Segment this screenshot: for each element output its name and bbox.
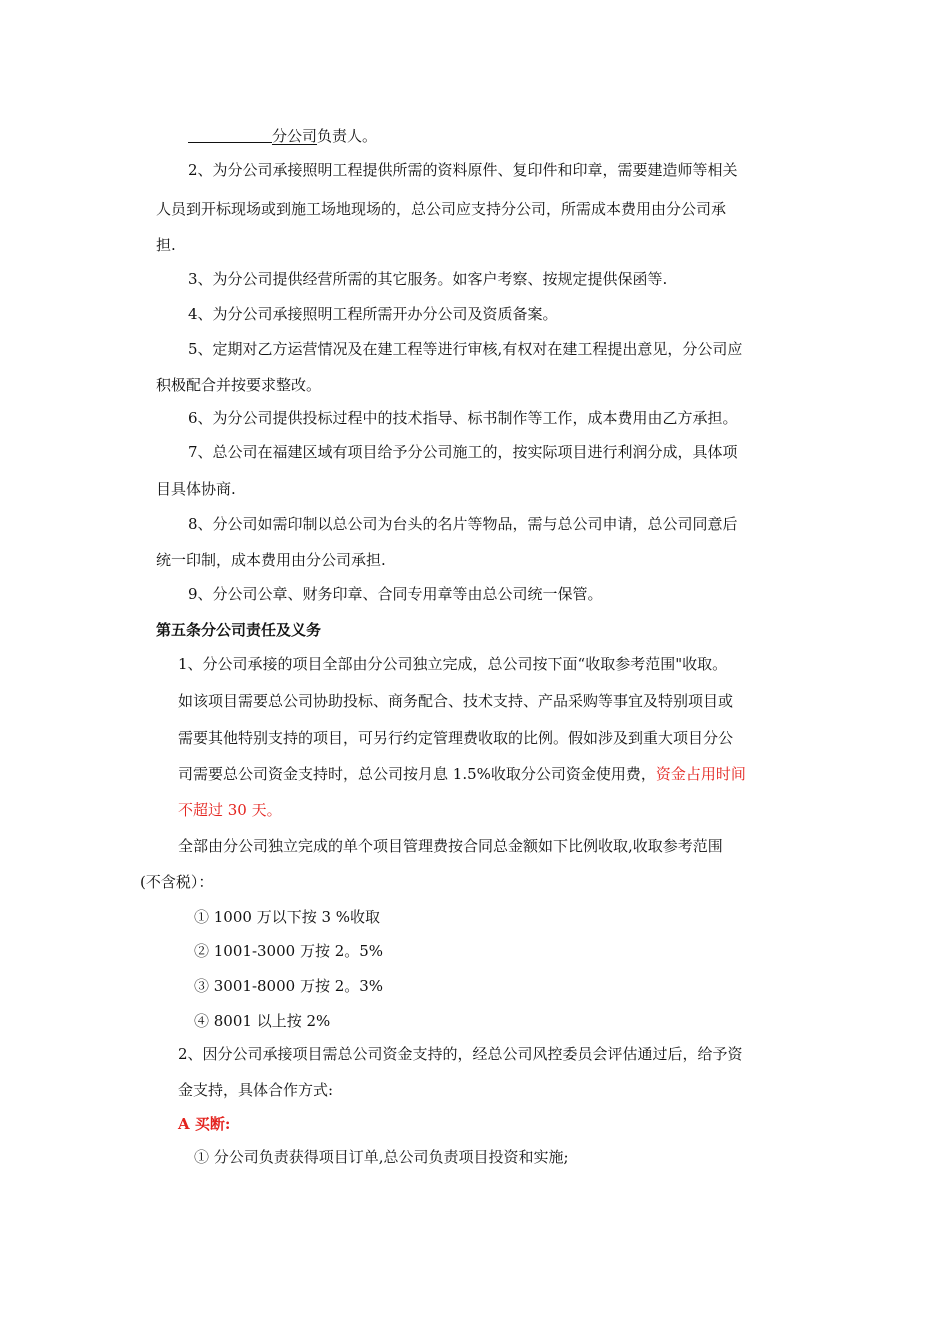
- section-heading-article-5: 第五条分公司责任及义务: [156, 621, 322, 639]
- paragraph-6: 6、为分公司提供投标过程中的技术指导、标书制作等工作，成本费用由乙方承担。: [188, 409, 738, 427]
- paragraph-2-line-3: 担.: [156, 236, 176, 254]
- paragraph-8-line-1: 8、分公司如需印制以总公司为台头的名片等物品，需与总公司申请，总公司同意后: [188, 515, 738, 533]
- text-span: 司需要总公司资金支持时，总公司按月息 1.5%收取分公司资金使用费，: [178, 765, 656, 783]
- paragraph-5-line-1: 5、定期对乙方运营情况及在建工程等进行审核,有权对在建工程提出意见，分公司应: [188, 340, 743, 358]
- signature-blank: [188, 128, 272, 143]
- paragraph-7-line-2: 目具体协商.: [156, 480, 236, 498]
- line-signatory: [188, 126, 377, 146]
- section-1-line-4: [178, 764, 746, 784]
- rate-item-1: ① 1000 万以下按 3 %收取: [194, 908, 381, 926]
- section-1-line-7: (不含税）：: [140, 873, 214, 891]
- paragraph-8-line-2: 统一印制，成本费用由分公司承担.: [156, 551, 386, 569]
- section-1-line-5-highlighted: 不超过 30 天。: [178, 801, 282, 819]
- section-1-line-1: 1、分公司承接的项目全部由分公司独立完成，总公司按下面“收取参考范围"收取。: [178, 655, 728, 673]
- subsection-a-title: A 买断:: [178, 1115, 231, 1133]
- section-2-line-1: 2、因分公司承接项目需总公司资金支持的，经总公司风控委员会评估通过后，给予资: [178, 1045, 743, 1063]
- section-1-line-6: 全部由分公司独立完成的单个项目管理费按合同总金额如下比例收取,收取参考范围: [178, 837, 723, 855]
- section-1-line-2: 如该项目需要总公司协助投标、商务配合、技术支持、产品采购等事宜及特别项目或: [178, 692, 734, 710]
- rate-item-3: ③ 3001-8000 万按 2。3%: [194, 977, 384, 995]
- section-2-line-2: 金支持，具体合作方式:: [178, 1081, 334, 1099]
- rate-item-4: ④ 8001 以上按 2%: [194, 1012, 331, 1030]
- section-1-line-3: 需要其他特别支持的项目，可另行约定管理费收取的比例。假如涉及到重大项目分公: [178, 729, 734, 747]
- underlined-text: 分公司: [272, 127, 318, 145]
- paragraph-7-line-1: 7、总公司在福建区域有项目给予分公司施工的，按实际项目进行利润分成，具体项: [188, 443, 738, 461]
- highlighted-text: 资金占用时间: [655, 765, 746, 783]
- subsection-a-item-1: ① 分公司负责获得项目订单,总公司负责项目投资和实施;: [194, 1148, 569, 1166]
- paragraph-2-line-2: 人员到开标现场或到施工场地现场的，总公司应支持分公司，所需成本费用由分公司承: [156, 200, 727, 218]
- text-span: 负责人。: [317, 127, 378, 145]
- paragraph-3: 3、为分公司提供经营所需的其它服务。如客户考察、按规定提供保函等.: [188, 270, 668, 288]
- paragraph-2-line-1: 2、为分公司承接照明工程提供所需的资料原件、复印件和印章，需要建造师等相关: [188, 161, 738, 179]
- rate-item-2: ② 1001-3000 万按 2。5%: [194, 942, 384, 960]
- paragraph-5-line-2: 积极配合并按要求整改。: [156, 376, 322, 394]
- paragraph-4: 4、为分公司承接照明工程所需开办分公司及资质备案。: [188, 305, 558, 323]
- paragraph-9: 9、分公司公章、财务印章、合同专用章等由总公司统一保管。: [188, 585, 603, 603]
